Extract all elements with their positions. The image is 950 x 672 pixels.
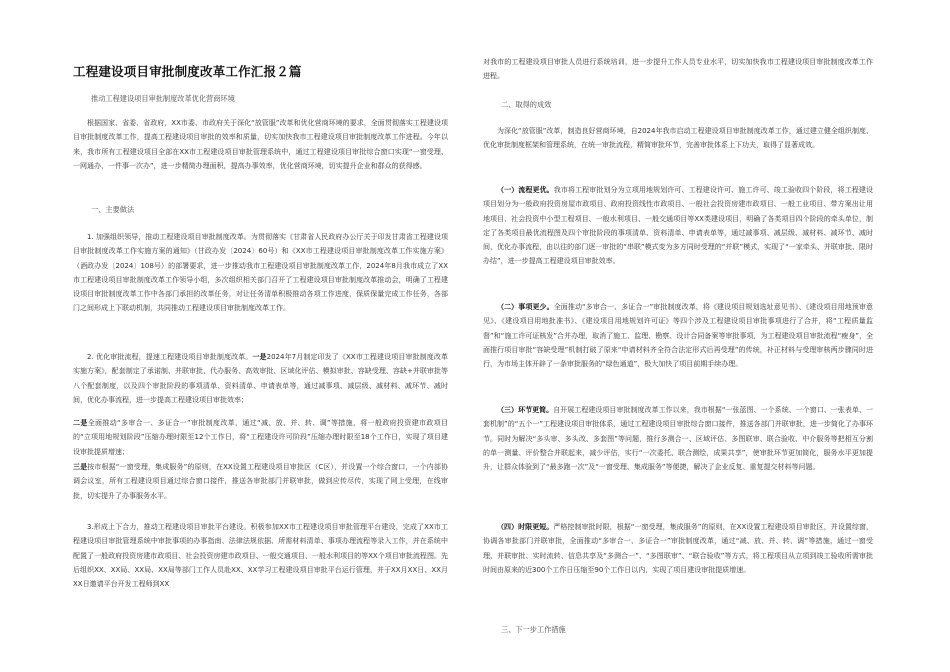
section-heading-3: 三、下一步工作措施 xyxy=(501,625,566,634)
paragraph-2-rest: 2024年7月制定印发了《XX市工程建设项目审批制度改革实施方案》，配套制定了承诺制、并联审批、代办服务、高效审批、区域化评估、模拟审批、容缺受理、容缺+并联审批等八个配套制度，以及四个审批阶段的事项清单、资料清单、申请表单等，通过减事项、减层级、减材料、减环节、减时间，优化办事流程，进一步提高工程建设项目审批效率； xyxy=(73,353,449,404)
document-subtitle: 推动工程建设项目审批制度改革优化营商环境 xyxy=(91,94,235,103)
result-item-1-lead: （一）流程更优。 xyxy=(497,186,554,194)
result-item-1-text: 我市将工程审批划分为立项用地规划许可、工程建设许可、施工许可、竣工验收四个阶段，将工程建设项目划分为一般政府投资房屋市政项目、政府投资线性市政项目、一般社会投资房建市政项目、一般工业项目、带方案出让用地项目、社会投资中小型工程项目、一般水利项目、一般交通项目等XX类建设项目，明确了各类项目四个阶段的牵头单位，制定了各类项目最优流程图及四个审批阶段的事项清单、资料清单、申请表单等，通过减事项、减层级、减材料、减环节、减时间，优化办事流程，由以往的部门逐一审批的“串联”模式变为多方同时受理的“并联”模式，实现了“一家牵头、并联审批、限时办结”，进一步提高工程建设项目审批效率。 xyxy=(483,186,874,266)
right-paragraph-continuation: 对我市的工程建设项目审批人员进行系统培训，进一步提升工作人员专业水平，切实加快我市工程建设项目审批制度改革工作进程。 xyxy=(483,58,873,81)
paragraph-2-main: 2. 优化审批流程，提速工程建设项目审批制度改革。 xyxy=(87,353,253,361)
intro-paragraph: 根据国家、省委、省政府，XX市委、市政府关于深化“放管服”改革和优化营商环境的要求，全面贯彻落实工程建设项目审批制度改革工作，提高工程建设项目审批的效率和质量，切实加快我市工程建设项目审批制度改革工作进程。今年以来，我市所有工程建设项目全部在XX市工程建设项目审批管理系统中，通过工程建设项目审批综合窗口实现“一窗受理、一网通办、一件事一次办”，进一步精简办理面积，提高办事效率，优化营商环境，切实提升企业和群众的获得感。 xyxy=(73,119,448,170)
result-item-3-lead: （三）环节更简。 xyxy=(497,406,554,414)
result-item-1 xyxy=(483,183,873,269)
section-heading-1: 一、主要做法 xyxy=(91,205,135,214)
section-heading-2: 二、取得的成效 xyxy=(501,100,552,109)
paragraph-2-lead: 一是 xyxy=(252,353,267,361)
paragraph-2c xyxy=(73,460,448,503)
paragraph-1: 1. 加强组织领导，推动工程建设项目审批制度改革。为贯彻落实《甘肃省人民政府办公厅关于印发甘肃省工程建设项目审批制度改革工作实施方案的通知》（甘政办发〔2024〕60号）和《XX市工程建设项目审批制度改革工作实施方案》（酒政办发〔2024〕108号）的部署要求，进一步推动我市工程建设项目审批制度改革工作，2024年8月我市成立了XX市工程建设项目审批制度改革工作领导小组，多次组织相关部门召开了工程建设项目审批制度改革推动会，明确了工程建设项目审批制度改革工作中各部门承担的改革任务，对让任务清单积极推动各项工作进度，保质保量完成工作任务，各部门之间形成上下联动机制，共同推动工程建设项目审批制度改革工作。 xyxy=(73,233,448,313)
result-item-2-text: 全面推动“多审合一、多证合一”审批制度改革，将《建设项目规划选址意见书》、《建设项目用地预审意见》、《建设项目用地批准书》、《建设项目用地规划许可证》等四个涉及工程建设项目审批事项进行了合并，将“工程质量监督”和“施工许可证核发”合并办理，取消了施工、监理、勘察、设计合同备案等审批事项，为工程建设项目审批流程“瘦身”，全面推行项目审批“容缺受理”机制打破了原来“申请材料齐全符合法定形式后再受理”的传统，补正材料与受理审核两步骤同时进行，为市场主体开辟了一条审批服务的“绿色通道”，极大加快了项目前期手续办理。 xyxy=(483,303,873,369)
result-item-2-lead: （二）事项更少。 xyxy=(497,303,554,311)
paragraph-2c-lead: 三是 xyxy=(73,463,88,471)
document-title: 工程建设项目审批制度改革工作汇报２篇 xyxy=(73,64,302,79)
result-item-3 xyxy=(483,403,873,474)
paragraph-3: 3.形成上下合力，推动工程建设项目审批平台建设。积极参加XX市工程建设项目审批管理平台建设，完成了XX市工程建设项目审批管理系统中审批事项的办事指南、法律法规依据、所需材料清单、事项办理流程等录入工作，并在系统中配置了一般政府投资房建市政项目、社会投资房建市政项目、一般交通项目、一般水利项目的等XX个项目审批流程图。先后组织XX、XX局、XX局、XX局等部门工作人员赴XX、XX学习工程建设项目审批平台运行管理，并于XX月XX日、XX月XX日邀请平台开发工程师到XX xyxy=(73,523,448,589)
result-item-4 xyxy=(483,520,873,577)
paragraph-2b-lead: 二是 xyxy=(73,419,88,427)
result-item-3-text: 自开展工程建设项目审批制度改革工作以来，我市根据“一张蓝图、一个系统、一个窗口、一张表单、一套机制”的“五个一”工程建设项目审批体系，通过工程建设项目审批综合窗口接件，推送各部门并联审批，进一步简化了办事环节。同时为解决“多头审、多头改、多套图”等问题，推行多测合一、区域评估、多图联审、联合验收、中介服务等把相互分割的单一测量、评价整合并联起来，减少评估，实行“一次委托、联合测绘，成果共享”，使审批环节更加简化，服务水平更加提升，让群众体验到了“最多跑一次”及“一窗受理、集成服务”等便捷，解决了企业反复、重复提交材料等问题。 xyxy=(483,406,873,472)
results-intro-paragraph: 为深化“放管服”改革，制造良好营商环境，自2024年我市启动工程建设项目审批制度改革工作，通过建立健全组织制度、优化审批制度框架和管理系统，在统一审批流程，精简审批环节，完善审批体系上下功夫，取得了显著成效。 xyxy=(483,127,873,150)
paragraph-2c-rest: 按市根据“一窗受理，集成服务”的原则，在XX设置工程建设项目审批区（C区），并设置一个综合窗口，一个内部协调会议室，所有工程建设项目通过综合窗口接件，推送各审批部门并联审批，做到应传尽传，实现了网上受理，在线审批，切实提升了办事服务水平。 xyxy=(73,463,449,500)
paragraph-2 xyxy=(73,350,448,407)
result-item-4-text: 严格控制审批时限，根据“一窗受理，集成服务”的原则，在XX设置工程建设项目审批区，并设置综窗，协调各审批部门并联审批，全面推动“多审合一、多证合一”审批制度改革，通过“减、放、并、转、调”等措施，通过一窗受理、并联审批、实时流转、信息共享及“多测合一”、“多图联审”、“联合验收”等方式，将工程项目从立项到竣工验收所需审批时间由原来的近300个工作日压缩至90个工作日以内，实现了项目建设审批提质增速。 xyxy=(483,523,874,574)
result-item-4-lead: （四）时限更短。 xyxy=(497,523,554,531)
paragraph-2b-rest: 全面推动“多审合一、多证合一”审批制度改革，通过“减、放、并、转、调”等措施，将一般政府投资建市政项目的“立项用地规划阶段”压缩办理时限至12个工作日，将“工程建设许可阶段”压缩办理时限至18个工作日，实现了项目建设审批提质增速； xyxy=(73,419,449,456)
paragraph-2b xyxy=(73,416,448,459)
result-item-2 xyxy=(483,300,873,371)
